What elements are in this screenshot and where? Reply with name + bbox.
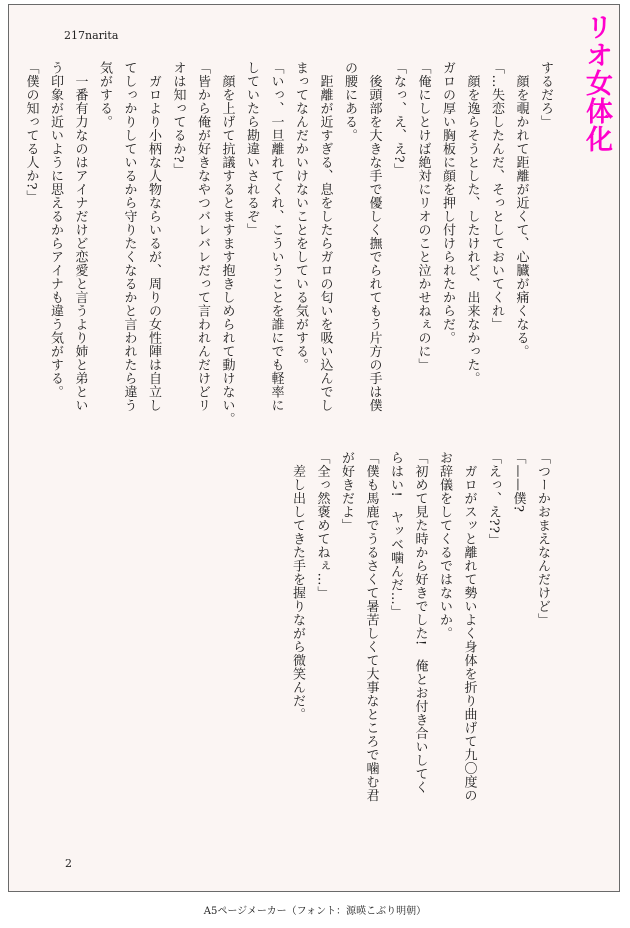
text-line: 一番有力なのはアイナだけど恋愛と言うより姉と弟とい xyxy=(72,61,88,412)
manuscript-page xyxy=(8,4,620,892)
text-line: 気がする。 xyxy=(97,61,112,129)
text-line: 「…失恋したんだ、そっとしておいてくれ」 xyxy=(489,61,504,331)
text-block-lower xyxy=(285,451,555,831)
text-line: ガロより小柄な人物ならいるが、周りの女性陣は自立し xyxy=(146,61,161,412)
text-line: 「俺にしとけば絶対にリオのこと泣かせねぇのに」 xyxy=(415,61,431,372)
text-line: 「えっ、え??」 xyxy=(486,451,501,547)
text-line: オは知ってるか?」 xyxy=(170,61,186,177)
text-line: まってなんだかいけないことをしている気がする。 xyxy=(293,61,308,372)
text-line: ガロがスッと離れて勢いよく身体を折り曲げて九〇度の xyxy=(461,451,477,802)
page-number: 2 xyxy=(65,857,72,870)
text-line: 「僕の知ってる人か?」 xyxy=(23,61,39,204)
text-line: 「僕も馬鹿でうるさくて暑苦しくて大事なところで噛む君 xyxy=(363,451,379,802)
text-line: 「全っ然褒めてねぇ…」 xyxy=(314,451,330,600)
text-line: お辞儀をしてくるではないか。 xyxy=(437,451,452,640)
text-line: 「つーかおまえなんだけど」 xyxy=(535,451,550,627)
text-line: が好きだよ」 xyxy=(339,451,354,532)
footer-credit: A5ページメーカー（フォント：源暎こぶり明朝） xyxy=(203,906,427,917)
text-line: 差し出してきた手を握りながら微笑んだ。 xyxy=(290,451,305,721)
text-line: 「いっ、一旦離れてくれ、こういうことを誰にでも軽率に xyxy=(268,61,284,412)
text-line: 後頭部を大きな手で優しく撫でられてもう片方の手は僕 xyxy=(366,61,382,412)
text-line: 顔を逸らそうとした、したけれど、出来なかった。 xyxy=(464,61,480,385)
text-line: 「なっ、え、え?」 xyxy=(391,61,406,177)
text-line: 「皆から俺が好きなやつバレバレだって言われんだけどリ xyxy=(195,61,210,412)
text-line: 距離が近すぎる、息をしたらガロの匂いを吸い込んでし xyxy=(317,61,333,412)
text-line: していたら勘違いされるぞ」 xyxy=(244,61,259,237)
text-block-upper xyxy=(18,61,557,441)
text-line: の腰にある。 xyxy=(342,61,357,142)
author-name: 217narita xyxy=(64,29,119,42)
text-line: らはい! ヤッベ噛んだ…」 xyxy=(388,451,403,619)
text-line: 顔を覗かれて距離が近くて、心臓が痛くなる。 xyxy=(513,61,529,358)
text-line: てしっかりしているから守りたくなるかと言われたら違う xyxy=(121,61,137,412)
text-line: 「——僕? xyxy=(510,451,526,513)
text-line: う印象が近いように思えるからアイナも違う気がする。 xyxy=(48,61,63,399)
page-title: リオ女体化 xyxy=(581,13,612,153)
text-line: 顔を上げて抗議するとますます抱きしめられて動けない。 xyxy=(219,61,235,426)
text-line: 「初めて見た時から好きでした! 俺とお付き合いしてく xyxy=(412,451,428,795)
text-line: ガロの厚い胸板に顔を押し付けられたからだ。 xyxy=(440,61,455,345)
text-line: するだろ」 xyxy=(538,61,553,129)
